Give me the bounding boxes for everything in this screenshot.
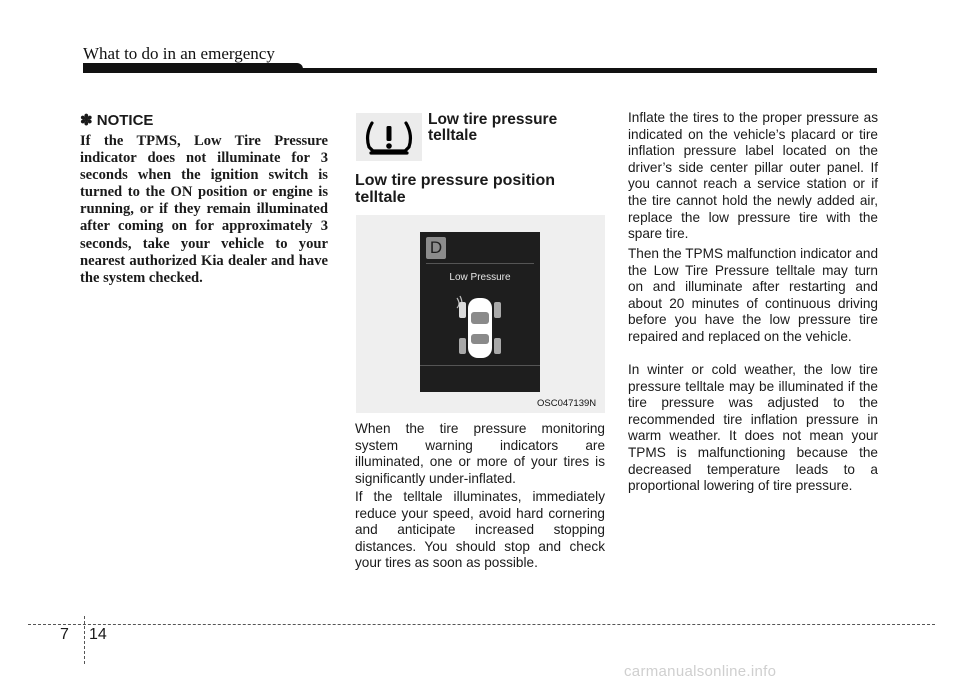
watermark: carmanualsonline.info	[624, 663, 777, 680]
car-tires-icon	[450, 294, 510, 362]
chapter-number: 7	[60, 626, 69, 643]
tpms-telltale-icon-box	[356, 113, 422, 161]
gear-letter: D	[429, 238, 443, 257]
notice-heading: ✽ NOTICE	[80, 112, 154, 129]
telltale-heading: Low tire pressure telltale	[428, 111, 558, 144]
right-paragraph-3: In winter or cold weather, the low tire pressure telltale may be illuminated if the tire pressure was adjusted to the recommended tire inflation pressure in warm weather. It does not mean your TPMS is malfunctioning because the decreased temperature leads to a proportional lowering of tire pressure.	[628, 362, 878, 494]
page-header-title: What to do in an emergency	[83, 44, 275, 63]
notice-body: If the TPMS, Low Tire Pressure indicator does not illuminate for 3 seconds when the ignition switch is turned to the ON position or engine is running, or if they remain illuminated after coming on for approximately 3 seconds, take your vehicle to your nearest authorized Kia dealer and have the system checked.	[80, 133, 328, 286]
right-paragraph-2: Then the TPMS malfunction indicator and the Low Tire Pressure telltale may turn on and illuminate after restarting and about 20 minutes of continuous driving before you have the low pressure tire repaired and replaced on the vehicle.	[628, 246, 878, 344]
middle-paragraph-1: When the tire pressure monitoring system warning indicators are illuminated, one or more of your tires is significantly under-inflated.	[355, 421, 605, 486]
low-pressure-text: Low Pressure	[449, 272, 511, 283]
header-rule	[83, 68, 877, 73]
middle-paragraph-2: If the telltale illuminates, immediately reduce your speed, avoid hard cornering and anticipate increased stopping distances. You should stop and check your tires as soon as possible.	[355, 489, 605, 571]
display-divider-top	[426, 263, 534, 264]
figure-code: OSC047139N	[537, 398, 597, 409]
position-telltale-heading: Low tire pressure position telltale	[355, 172, 556, 206]
tpms-warning-icon	[356, 113, 422, 161]
right-paragraph-1: Inflate the tires to the proper pressure as indicated on the vehicle’s placard or tire inflation pressure label located on the driver’s side center pillar outer panel. If you cannot reach a service station or if the tire cannot hold the newly added air, replace the low pressure tire with the spare tire.	[628, 110, 878, 242]
gear-indicator	[426, 237, 446, 259]
display-divider-bottom	[420, 365, 540, 366]
footer-divider	[84, 616, 85, 664]
cluster-display	[420, 232, 540, 392]
footer-rule	[28, 624, 935, 625]
page-number: 14	[89, 626, 107, 643]
